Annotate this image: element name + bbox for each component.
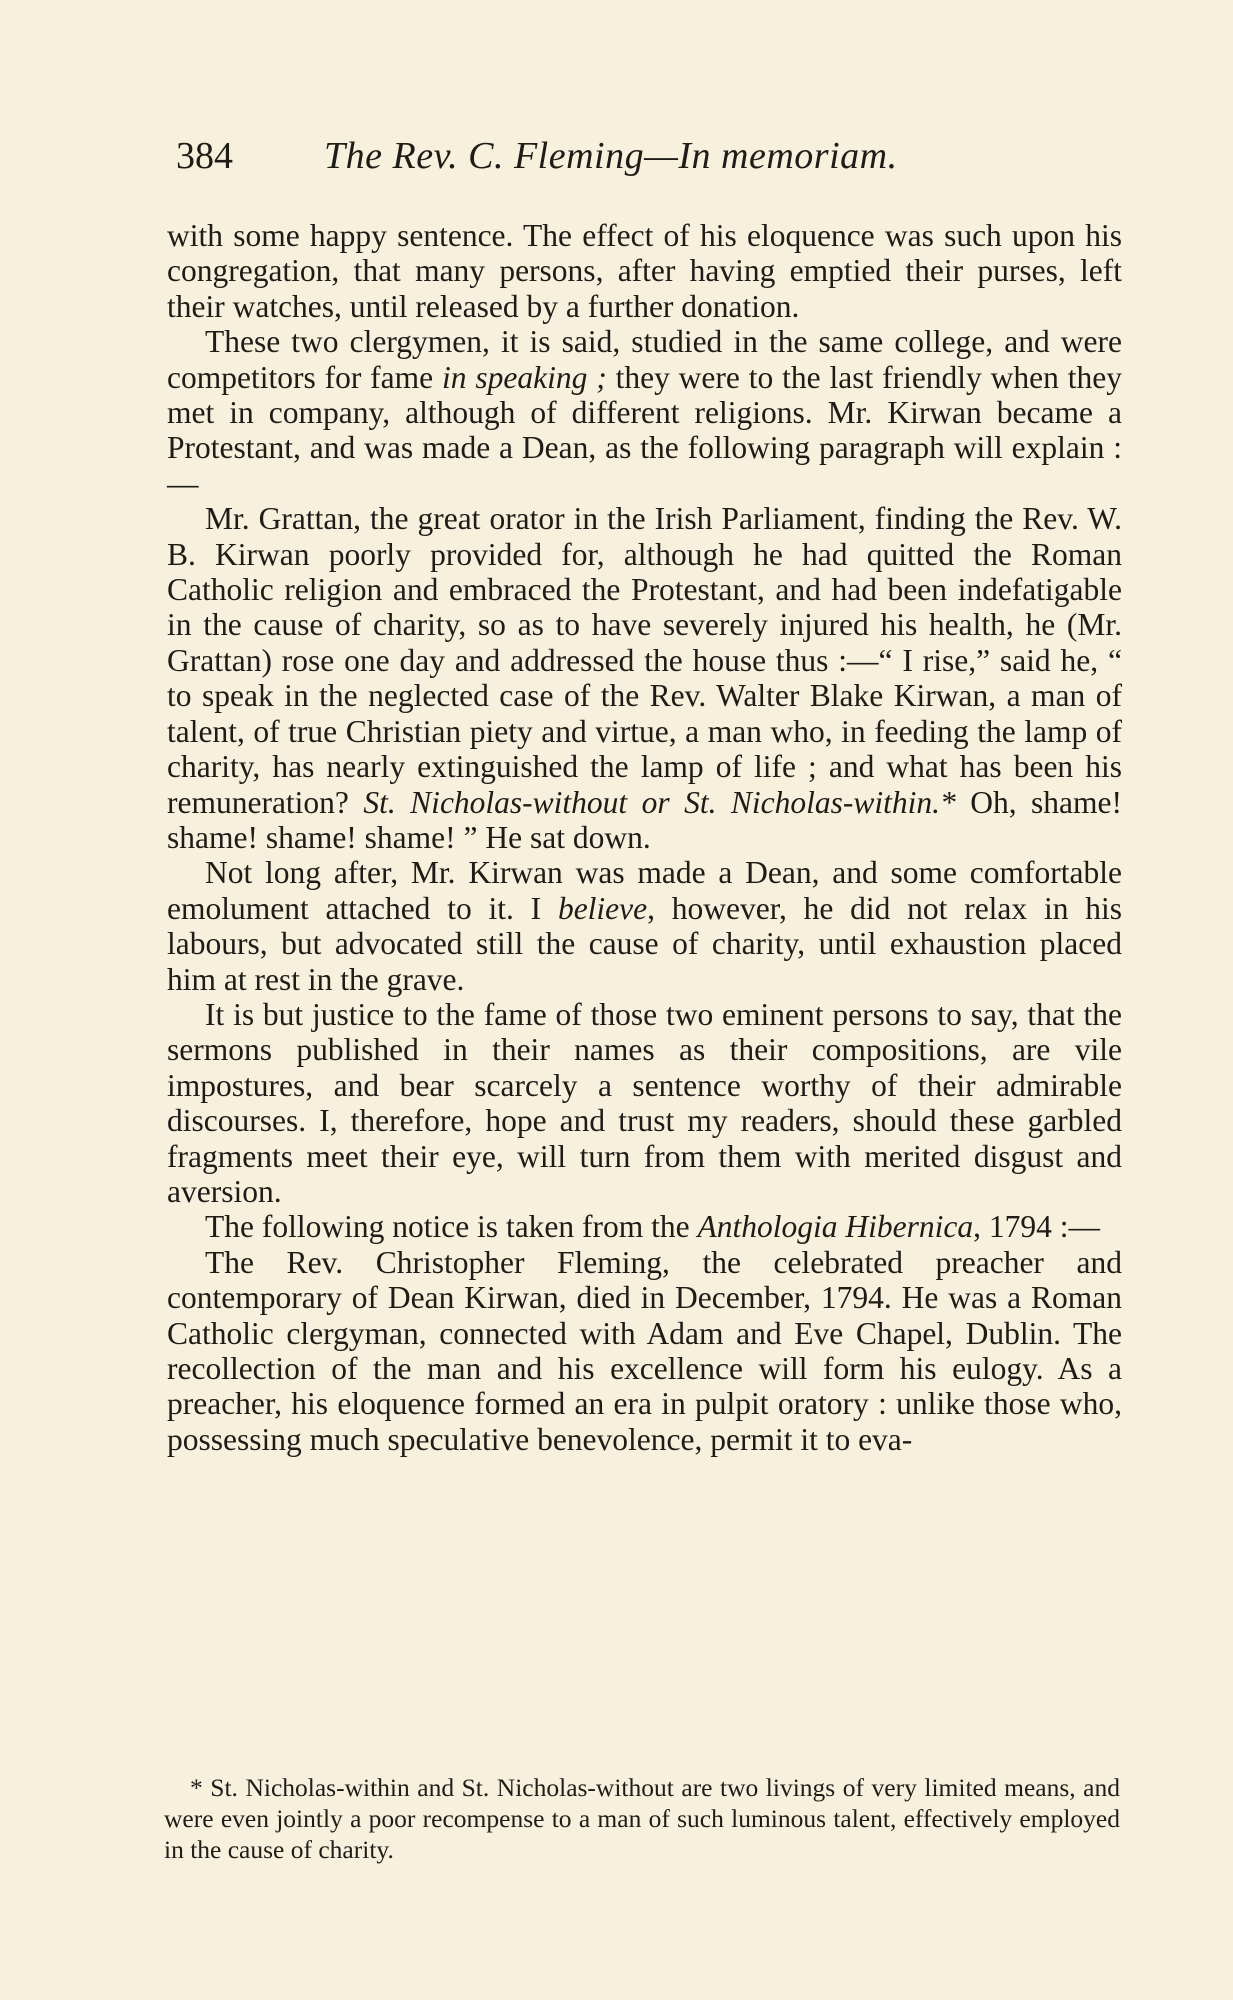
paragraph-4-emphasis: believe xyxy=(557,890,648,926)
paragraph-1 xyxy=(167,218,1122,324)
page-number: 384 xyxy=(176,135,233,177)
paragraph-2-text-b: they were to the last friendly when they met in company, although of different religions. Mr. Kirwan became a Protestant, and was made a Dean, as the following paragraph will explain :— xyxy=(167,359,1122,501)
paragraph-3 xyxy=(167,501,1122,855)
paragraph-1-text: with some happy sentence. The effect of his eloquence was such upon his congregation, that many persons, after having emptied their purses, left their watches, until released by a further donation. xyxy=(167,218,1122,324)
footnote xyxy=(164,1772,1120,1865)
paragraph-3-text-b: Oh, shame! shame! shame! shame! ” He sat down. xyxy=(167,784,1122,855)
footnote-text: * St. Nicholas-within and St. Nicholas-without are two livings of very limited means, and were even jointly a poor recompense to a man of such luminous talent, effectively employed in the cause of charity. xyxy=(164,1773,1120,1864)
paragraph-6 xyxy=(167,1209,1122,1244)
paragraph-2 xyxy=(167,324,1122,501)
page-header xyxy=(176,126,1126,186)
paragraph-6-emphasis: Anthologia Hibernica xyxy=(697,1209,974,1245)
running-title: The Rev. C. Fleming—In memoriam. xyxy=(324,135,898,177)
paragraph-2-emphasis: in speaking ; xyxy=(442,359,607,395)
paragraph-7 xyxy=(167,1245,1122,1457)
body-text xyxy=(167,218,1122,1457)
paragraph-5-text: It is but justice to the fame of those two eminent persons to say, that the sermons published in their names as their compositions, are vile impostures, and bear scarcely a sentence worthy of their admirable discourses. I, therefore, hope and trust my readers, should these garbled fragments meet their eye, will turn from them with merited disgust and aversion. xyxy=(167,996,1122,1209)
paragraph-5 xyxy=(167,997,1122,1209)
paragraph-3-text-a: Mr. Grattan, the great orator in the Irish Parliament, finding the Rev. W. B. Kirwan poorly provided for, although he had quitted the Roman Catholic religion and embraced the Protestant, and had been indefatigable in the cause of charity, so as to have severely injured his health, he (Mr. Grattan) rose one day and addressed the house thus :—“ I rise,” said he, “ to speak in the neglected case of the Rev. Walter Blake Kirwan, a man of talent, of true Christian piety and virtue, a man who, in feeding the lamp of charity, has nearly extinguished the lamp of life ; and what has been his remuneration? xyxy=(167,501,1122,820)
paragraph-6-text-b: , 1794 :— xyxy=(973,1209,1100,1245)
paragraph-4-text-b: , however, he did not relax in his labours, but advocated still the cause of charity, until exhaustion placed him at rest in the grave. xyxy=(167,890,1122,997)
paragraph-7-text: The Rev. Christopher Fleming, the celebrated preacher and contemporary of Dean Kirwan, died in December, 1794. He was a Roman Catholic clergyman, connected with Adam and Eve Chapel, Dublin. The recollection of the man and his excellence will form his eulogy. As a preacher, his eloquence formed an era in pulpit oratory : unlike those who, possessing much speculative benevolence, permit it to eva- xyxy=(167,1244,1122,1457)
footnote-paragraph xyxy=(164,1772,1120,1865)
paragraph-4 xyxy=(167,855,1122,997)
paragraph-4-text-a: Not long after, Mr. Kirwan was made a Dean, and some comfortable emolument attached to it. I xyxy=(167,855,1122,926)
paragraph-6-text-a: The following notice is taken from the xyxy=(205,1209,698,1245)
paragraph-2-text-a: These two clergymen, it is said, studied in the same college, and were competitors for fame xyxy=(167,324,1122,395)
paragraph-3-emphasis: St. Nicholas-without or St. Nicholas-within.* xyxy=(363,784,956,820)
